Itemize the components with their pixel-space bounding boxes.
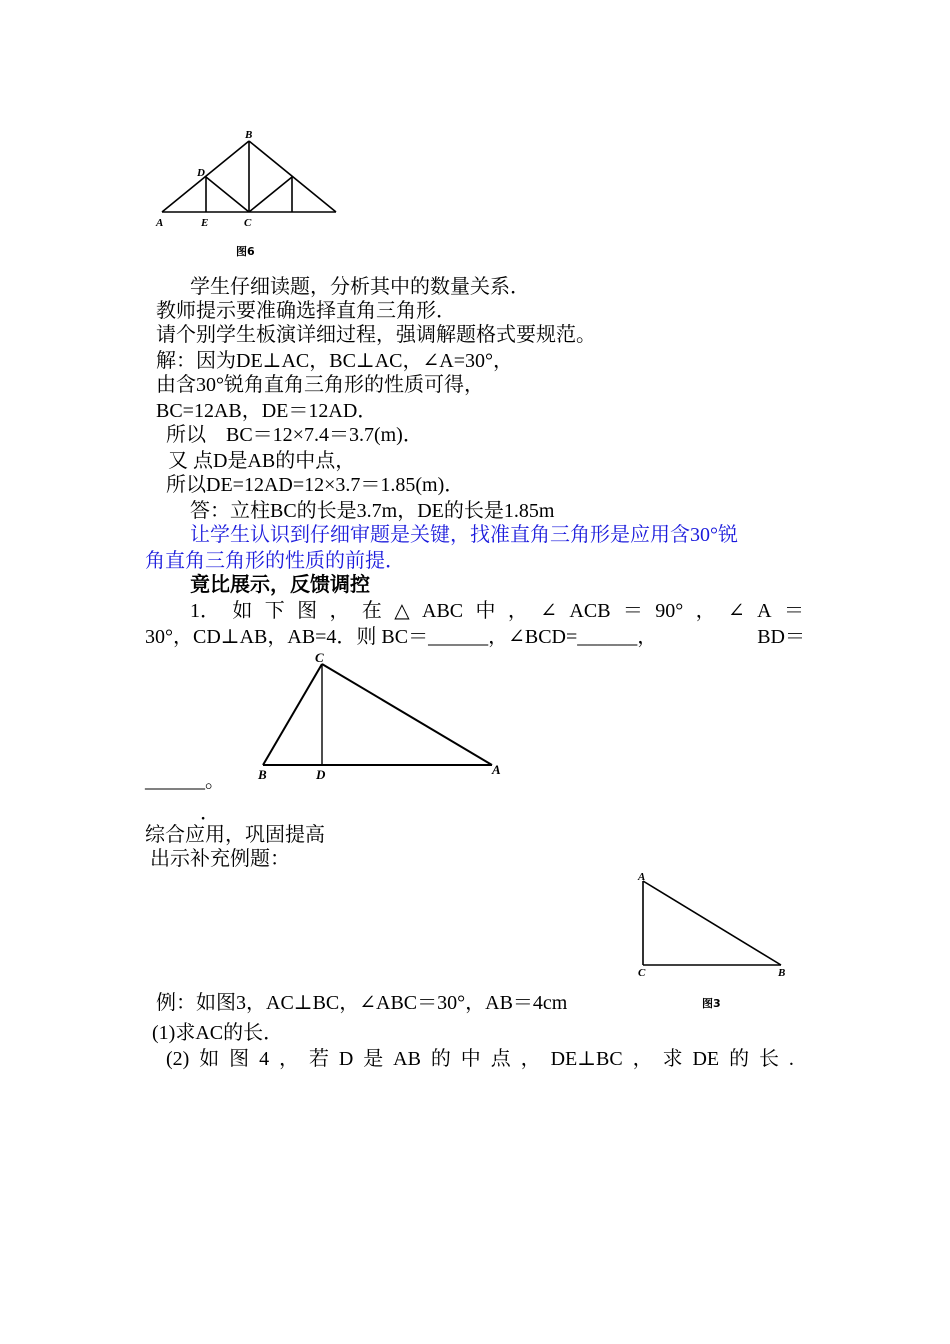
paragraph-solution-start: 解：因为DE⊥AC，BC⊥AC，∠A=30°， [156,350,514,372]
q1-word: ＝ [622,600,643,622]
ex2-word: 求 [662,1048,683,1070]
q1-word: ， [329,600,350,622]
q1-word: ACB [569,600,611,622]
ex2-word: 的 [430,1048,451,1070]
paragraph-read-problem: 学生仔细读题，分析其中的数量关系． [190,276,530,298]
q1-bd-blank: BD＝ [757,626,805,648]
fig6-label-d: D [197,167,205,179]
fig3-label-b: B [778,967,786,979]
fig6-label-b: B [245,129,253,141]
q1-word: ABC [422,600,464,622]
example-part-1: (1)求AC的长． [152,1022,284,1044]
ex2-word: 如 [199,1048,220,1070]
fig6-label-a: A [156,217,164,229]
paragraph-de-value: 所以DE=12AD=12×3.7＝1.85(m)． [166,474,465,496]
ex2-word: 是 [363,1048,384,1070]
ex2-word: 4 [259,1048,270,1070]
ex2-word: . [788,1048,794,1070]
q1-word: 图 [297,600,318,622]
fig3-label-c: C [638,967,646,979]
fig6-label-c: C [244,217,252,229]
question-1-triangle-figure [252,648,512,784]
q1-word: 中 [475,600,496,622]
ex2-word: (2) [166,1048,190,1070]
ex2-word: D [338,1048,354,1070]
paragraph-teacher-hint: 教师提示要准确选择直角三角形． [156,300,456,322]
ex2-word: 若 [308,1048,329,1070]
question-1-line-2 [145,624,805,650]
ex2-word: 长 [759,1048,779,1070]
q1-label-d: D [316,767,326,782]
paragraph-property: 由含30°锐角直角三角形的性质可得， [156,374,484,396]
ex2-word: ， [520,1048,541,1070]
section-intro-example: 出示补充例题： [150,848,290,870]
example-statement: 例：如图3，AC⊥BC，∠ABC＝30°，AB＝4cm [156,992,568,1014]
figure-3-right-triangle [632,866,792,982]
question-1-line-1 [190,598,804,624]
paragraph-answer: 答：立柱BC的长是3.7m，DE的长是1.85m [190,500,555,522]
example-part-2 [166,1046,794,1072]
ex2-word: DE [692,1048,720,1070]
ex2-word: ， [632,1048,653,1070]
ex2-word: DE⊥BC [550,1048,623,1070]
question-1-line-3: ______。 [145,770,225,792]
q1-word: 90° [655,600,684,622]
paragraph-teaching-note-1: 让学生认识到仔细审题是关键，找准直角三角形是应用含30°锐 [190,524,738,546]
stray-dot: ． [200,802,220,824]
q1-word: ∠ [728,600,745,622]
q1-label-c: C [315,650,324,665]
paragraph-board-work: 请个别学生板演详细过程，强调解题格式要规范。 [156,324,596,346]
q1-word: △ [394,600,410,622]
ex2-word: AB [393,1048,421,1070]
figure-3-caption: 图3 [702,997,721,1010]
q1-label-a: A [492,762,501,777]
q1-word: A [757,600,772,622]
ex2-word: 中 [460,1048,481,1070]
ex2-word: 图 [229,1048,250,1070]
q1-word: 在 [361,600,382,622]
ex2-word: 的 [729,1048,750,1070]
ex2-word: 点 [490,1048,511,1070]
paragraph-bc-value: 所以 BC＝12×7.4＝3.7(m)． [166,424,423,446]
figure-6-truss [150,125,350,235]
q1-number: 1． [190,600,220,622]
paragraph-bc-de: BC=12AB，DE＝12AD． [156,400,378,422]
q1-word: 下 [264,600,285,622]
fig3-label-a: A [638,871,646,883]
q1-word: ∠ [540,600,558,622]
ex2-word: ， [279,1048,300,1070]
q1-word: ＝ [784,600,804,622]
paragraph-teaching-note-2: 角直角三角形的性质的前提． [145,550,405,572]
q1-word: ， [507,600,528,622]
q1-word: 如 [232,600,253,622]
fig6-label-e: E [201,217,209,229]
q1-blanks: 30°，CD⊥AB，AB=4．则 BC＝______，∠BCD=______， [145,626,658,648]
paragraph-midpoint: 又 点D是AB的中点， [168,450,356,472]
section-heading-application: 综合应用，巩固提高 [145,824,325,846]
figure-6-caption: 图6 [236,245,255,258]
section-heading-display: 竟比展示，反馈调控 [190,574,370,596]
q1-label-b: B [258,767,267,782]
q1-word: ， [695,600,716,622]
